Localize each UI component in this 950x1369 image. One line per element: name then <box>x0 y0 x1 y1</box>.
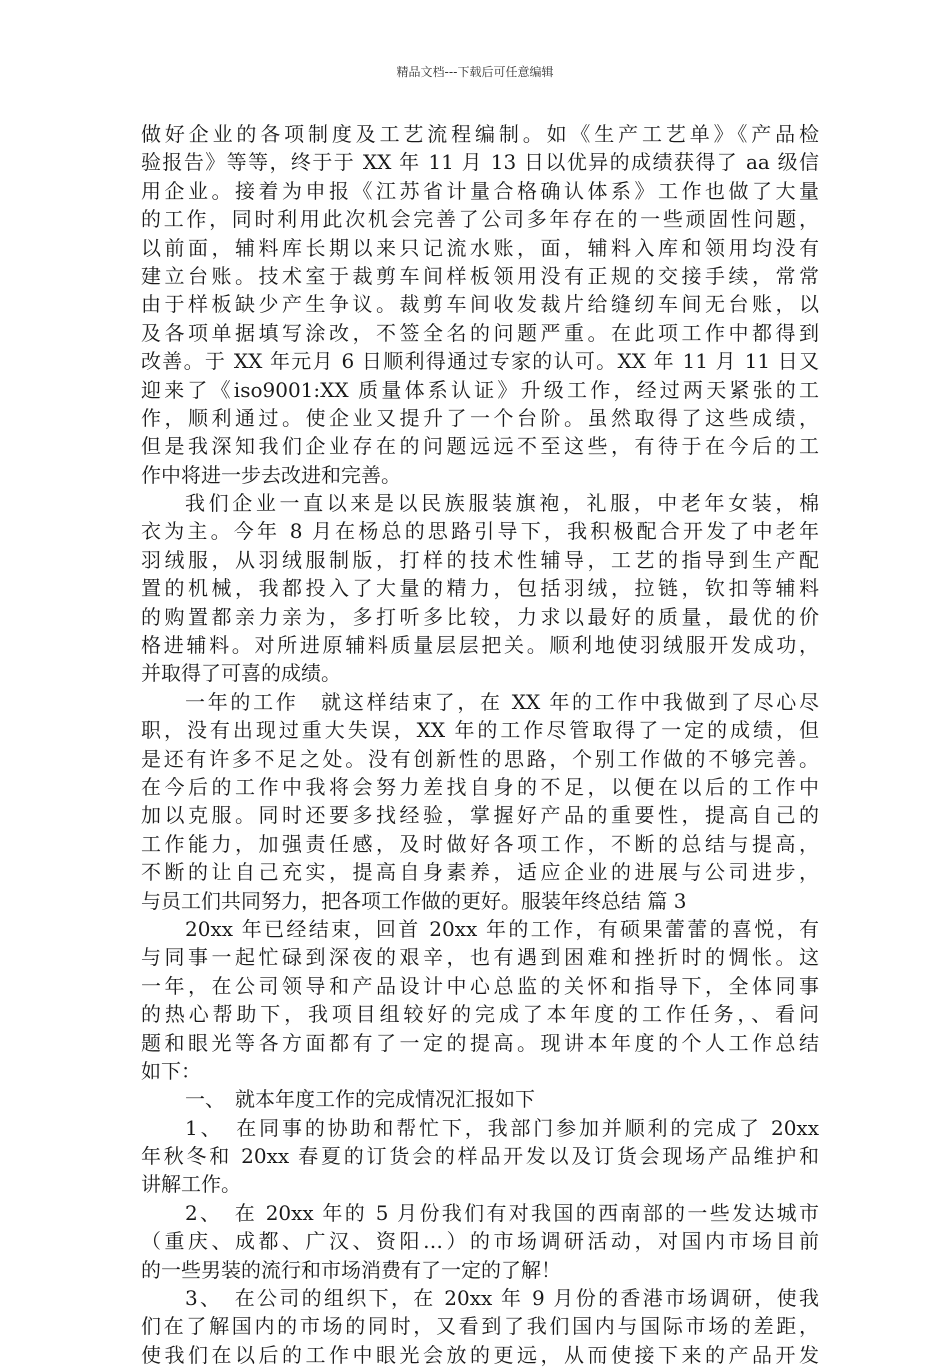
text-line: 1、 在同事的协助和帮忙下，我部门参加并顺利的完成了 20xx <box>185 1115 819 1140</box>
text-line: 并取得了可喜的成绩。 <box>141 661 341 686</box>
page-header: 精品文档---下载后可任意编辑 <box>396 65 554 79</box>
text-line: 题和眼光等各方面都有了一定的提高。现讲本年度的个人工作总结 <box>141 1030 819 1055</box>
text-line: 使我们在以后的工作中眼光会放的更远，从而使接下来的产品开发 <box>141 1342 819 1367</box>
text-line: 年秋冬和 20xx 春夏的订货会的样品开发以及订货会现场产品维护和 <box>141 1144 819 1169</box>
text-line: 不断的让自己充实，提高自身素养，适应企业的进展与公司进步， <box>141 860 819 885</box>
text-line: 格进辅料。对所进原辅料质量层层把关。顺利地使羽绒服开发成功， <box>141 633 819 658</box>
text-line: 及各项单据填写涂改，不签全名的问题严重。在此项工作中都得到 <box>141 320 819 345</box>
text-line: 作，顺利通过。使企业又提升了一个台阶。虽然取得了这些成绩， <box>141 405 819 430</box>
text-line: 迎来了《iso9001:XX 质量体系认证》升级工作，经过两天紧张的工 <box>141 377 819 402</box>
text-line: 是还有许多不足之处。没有创新性的思路，个别工作做的不够完善。 <box>141 746 819 771</box>
text-line: 衣为主。今年 8 月在杨总的思路引导下，我积极配合开发了中老年 <box>141 519 819 544</box>
text-line: 讲解工作。 <box>141 1172 241 1197</box>
text-line: 的工作，同时利用此次机会完善了公司多年存在的一些顽固性问题， <box>141 207 819 232</box>
text-line: 如下： <box>141 1058 201 1083</box>
text-line: 职，没有出现过重大失误，XX 年的工作尽管取得了一定的成绩，但 <box>141 718 819 743</box>
text-line: 建立台账。技术室于裁剪车间样板领用没有正规的交接手续，常常 <box>141 263 819 288</box>
text-line: 的购置都亲力亲为，多打听多比较，力求以最好的质量，最优的价 <box>141 604 819 629</box>
text-line: 一年，在公司领导和产品设计中心总监的关怀和指导下，全体同事 <box>141 973 819 998</box>
text-line: 我们企业一直以来是以民族服装旗袍，礼服，中老年女装，棉 <box>185 491 819 516</box>
text-line: 作中将进一步去改进和完善。 <box>141 462 401 487</box>
text-line: 改善。于 XX 年元月 6 日顺利得通过专家的认可。XX 年 11 月 11 日又 <box>141 349 819 374</box>
text-line: 由于样板缺少产生争议。裁剪车间收发裁片给缝纫车间无台账，以 <box>141 292 819 317</box>
text-line: 加以克服。同时还要多找经验，掌握好产品的重要性，提高自己的 <box>141 803 819 828</box>
text-line: 与员工们共同努力，把各项工作做的更好。服装年终总结 篇 3 <box>141 888 687 913</box>
text-line: 验报告》等等，终于于 XX 年 11 月 13 日以优异的成绩获得了 aa 级信 <box>141 150 819 175</box>
text-line: 3、 在公司的组织下，在 20xx 年 9 月份的香港市场调研，使我 <box>185 1286 819 1311</box>
text-line: 但是我深知我们企业存在的问题远远不至这些，有待于在今后的工 <box>141 434 819 459</box>
text-line: （重庆、成都、广汉、资阳…）的市场调研活动，对国内市场目前 <box>141 1229 819 1254</box>
text-line: 一年的工作 就这样结束了，在 XX 年的工作中我做到了尽心尽 <box>185 689 819 714</box>
text-line: 做好企业的各项制度及工艺流程编制。如《生产工艺单》《产品检 <box>141 122 819 146</box>
text-line: 20xx 年已经结束，回首 20xx 年的工作，有硕果蕾蕾的喜悦，有 <box>185 916 819 941</box>
text-line: 2、 在 20xx 年的 5 月份我们有对我国的西南部的一些发达城市 <box>185 1200 819 1225</box>
text-line: 一、 就本年度工作的完成情况汇报如下 <box>185 1087 535 1112</box>
text-line: 用企业。接着为申报《江苏省计量合格确认体系》工作也做了大量 <box>141 178 819 203</box>
text-line: 羽绒服，从羽绒服制版，打样的技术性辅导，工艺的指导到生产配 <box>141 547 819 572</box>
text-line: 们在了解国内的市场的同时，又看到了我们国内与国际市场的差距， <box>141 1314 819 1339</box>
document-body <box>141 120 819 1369</box>
text-line: 工作能力，加强责任感，及时做好各项工作，不断的总结与提高， <box>141 831 819 856</box>
text-line: 的热心帮助下，我项目组较好的完成了本年度的工作任务，、看问 <box>141 1002 819 1027</box>
text-line: 置的机械，我都投入了大量的精力，包括羽绒，拉链，钦扣等辅料 <box>141 576 819 601</box>
text-line: 在今后的工作中我将会努力差找自身的不足，以便在以后的工作中 <box>141 774 819 799</box>
text-line: 与同事一起忙碌到深夜的艰辛，也有遇到困难和挫折时的惆怅。这 <box>141 945 819 970</box>
text-line: 的一些男装的流行和市场消费有了一定的了解！ <box>141 1257 561 1282</box>
text-line: 以前面，辅料库长期以来只记流水账，面，辅料入库和领用均没有 <box>141 235 819 260</box>
